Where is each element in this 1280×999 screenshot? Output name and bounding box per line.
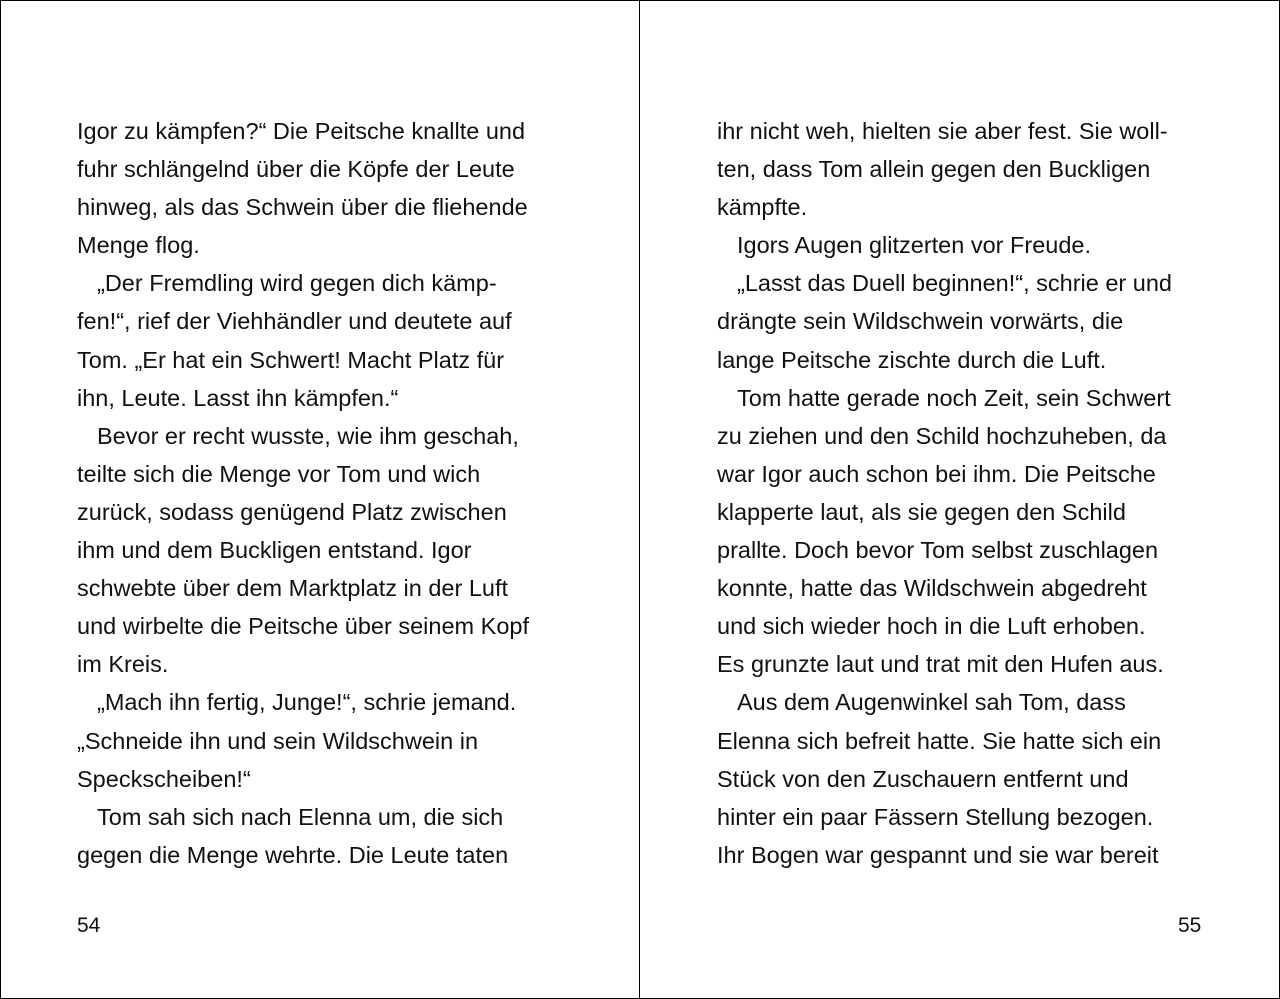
text-line: hinter ein paar Fässern Stellung bezogen.: [717, 803, 1154, 830]
text-line: war Igor auch schon bei ihm. Die Peitsche: [717, 460, 1156, 487]
text-line: Menge flog.: [77, 232, 200, 259]
text-line: Tom sah sich nach Elenna um, die sich: [97, 803, 504, 830]
text-line: hinweg, als das Schwein über die fliehende: [77, 194, 528, 221]
text-line: Speckscheiben!“: [77, 765, 251, 792]
text-line: drängte sein Wildschwein vorwärts, die: [717, 308, 1124, 335]
text-line: und wirbelte die Peitsche über seinem Kopf: [77, 613, 529, 640]
text-line: „Mach ihn fertig, Junge!“, schrie jemand.: [97, 689, 517, 716]
text-line: Igors Augen glitzerten vor Freude.: [737, 232, 1092, 259]
text-line: lange Peitsche zischte durch die Luft.: [717, 346, 1107, 373]
text-line: „Schneide ihn und sein Wildschwein in: [77, 727, 479, 754]
text-line: fuhr schlängelnd über die Köpfe der Leute: [77, 156, 515, 183]
text-line: „Lasst das Duell beginnen!“, schrie er und: [737, 270, 1172, 297]
right-page: [640, 0, 1279, 999]
page-number: 55: [1178, 914, 1202, 937]
text-line: kämpfte.: [717, 194, 808, 221]
text-line: klapperte laut, als sie gegen den Schild: [717, 498, 1126, 525]
text-line: schwebte über dem Marktplatz in der Luft: [77, 575, 509, 602]
text-line: zu ziehen und den Schild hochzuheben, da: [717, 422, 1167, 449]
text-line: Ihr Bogen war gespannt und sie war bereit: [717, 841, 1159, 868]
text-line: ihn, Leute. Lasst ihn kämpfen.“: [77, 384, 399, 411]
page-number: 54: [77, 914, 101, 937]
left-page-text: [77, 114, 529, 876]
right-page-text: [717, 114, 1172, 876]
text-line: Elenna sich befreit hatte. Sie hatte sich ein: [717, 727, 1162, 754]
text-line: und sich wieder hoch in die Luft erhoben.: [717, 613, 1146, 640]
left-page: [0, 0, 639, 999]
text-line: teilte sich die Menge vor Tom und wich: [77, 460, 481, 487]
text-line: „Der Fremdling wird gegen dich kämp-: [97, 270, 497, 297]
text-line: Igor zu kämpfen?“ Die Peitsche knallte und: [77, 118, 526, 144]
text-line: fen!“, rief der Viehhändler und deutete auf: [77, 308, 512, 335]
text-line: zurück, sodass genügend Platz zwischen: [77, 498, 507, 525]
text-line: Aus dem Augenwinkel sah Tom, dass: [737, 689, 1126, 716]
text-line: Es grunzte laut und trat mit den Hufen aus.: [717, 651, 1164, 678]
text-line: Tom. „Er hat ein Schwert! Macht Platz für: [77, 346, 505, 373]
text-line: ihm und dem Buckligen entstand. Igor: [77, 537, 472, 564]
text-line: Bevor er recht wusste, wie ihm geschah,: [97, 422, 519, 449]
text-line: Tom hatte gerade noch Zeit, sein Schwert: [737, 384, 1171, 411]
text-line: konnte, hatte das Wildschwein abgedreht: [717, 575, 1147, 602]
text-line: im Kreis.: [77, 651, 169, 678]
text-line: ten, dass Tom allein gegen den Buckligen: [717, 156, 1151, 183]
text-line: ihr nicht weh, hielten sie aber fest. Sie woll-: [717, 118, 1168, 144]
text-line: prallte. Doch bevor Tom selbst zuschlagen: [717, 537, 1159, 564]
text-line: gegen die Menge wehrte. Die Leute taten: [77, 841, 509, 868]
text-line: Stück von den Zuschauern entfernt und: [717, 765, 1129, 792]
